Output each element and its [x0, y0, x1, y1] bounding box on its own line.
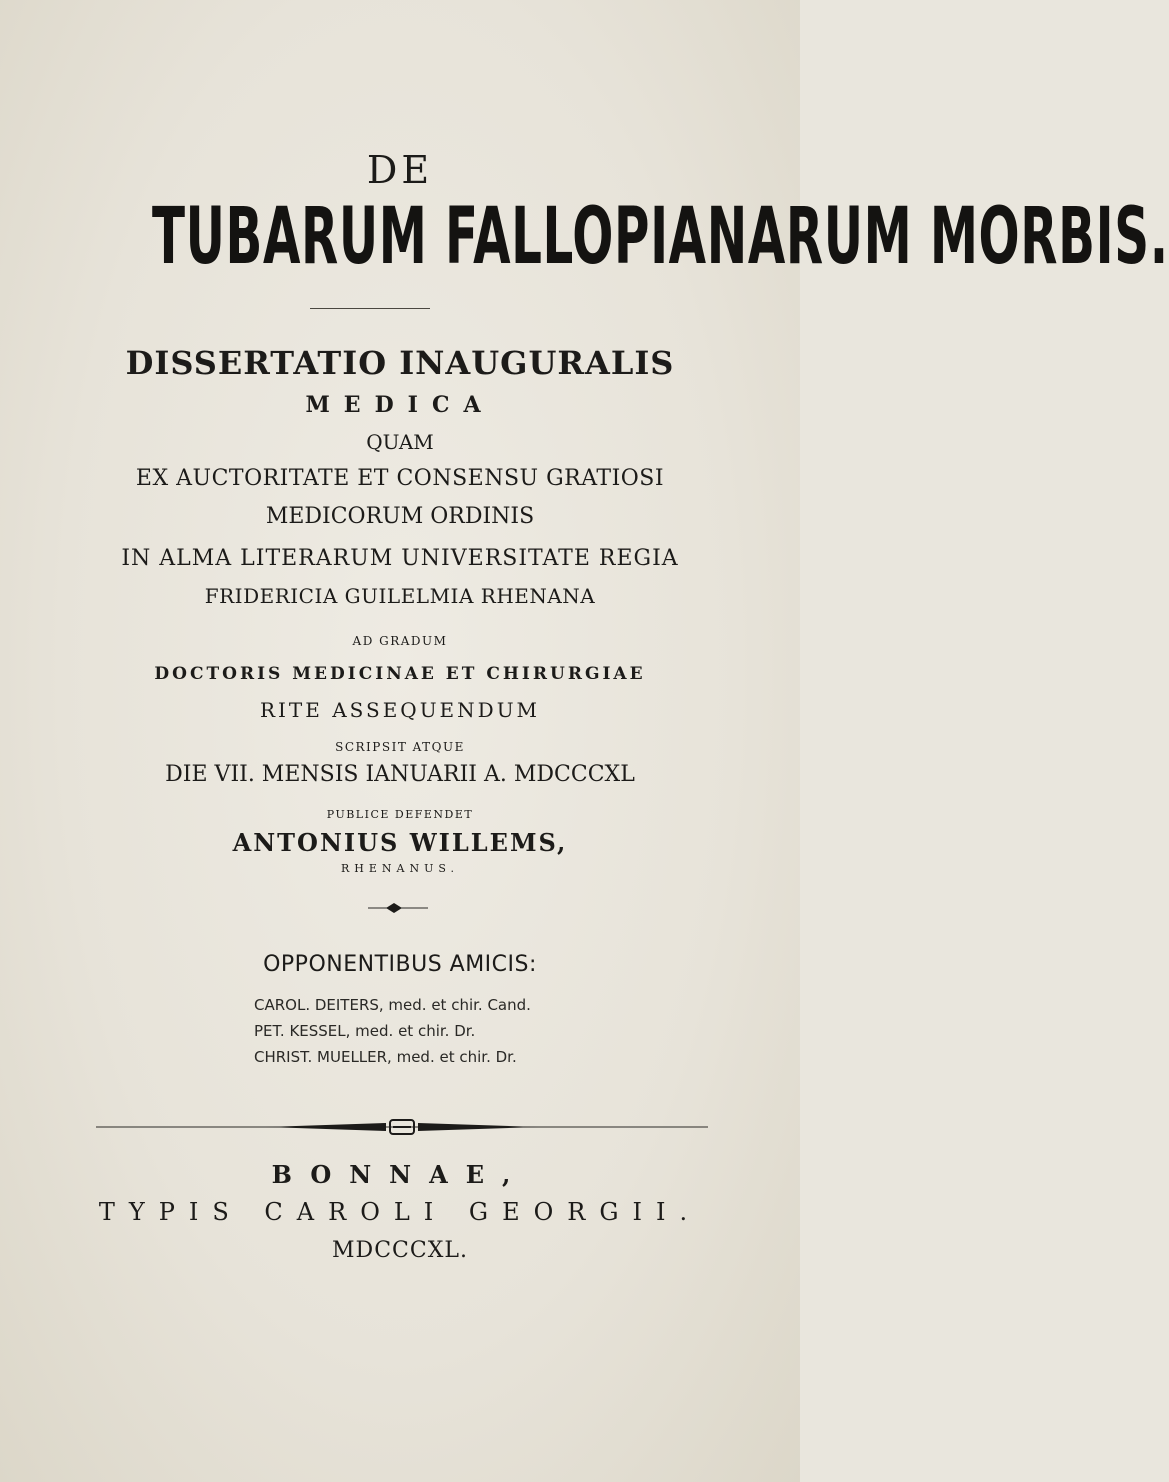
- opponents-heading: OPPONENTIBUS AMICIS:: [263, 952, 537, 977]
- university-line-1: IN ALMA LITERARUM UNIVERSITATE REGIA: [121, 546, 679, 571]
- divider-rule: [310, 308, 430, 309]
- rite-text: RITE ASSEQUENDUM: [259, 698, 541, 722]
- ad-gradum-text: AD GRADUM: [352, 634, 448, 648]
- university-line-2: FRIDERICIA GUILELMIA RHENANA: [204, 584, 596, 608]
- imprint-year: MDCCCXL.: [332, 1238, 468, 1263]
- title-prefix: DE: [366, 148, 434, 192]
- defense-date: DIE VII. MENSIS IANUARII A. MDCCCXL: [165, 762, 635, 787]
- author-name: ANTONIUS WILLEMS,: [232, 828, 568, 857]
- author-origin: RHENANUS.: [340, 862, 459, 875]
- opponent-item: PET. KESSEL, med. et chir. Dr.: [254, 1022, 476, 1040]
- quam-text: QUAM: [366, 430, 434, 454]
- publice-text: PUBLICE DEFENDET: [326, 808, 474, 821]
- opponents-list: [254, 992, 754, 1070]
- imprint-printer: TYPIS CAROLI GEORGII.: [98, 1198, 702, 1226]
- main-title: TUBARUM FALLOPIANARUM MORBIS.: [152, 192, 1169, 282]
- imprint-city: BONNAE,: [271, 1160, 529, 1189]
- scripsit-text: SCRIPSIT ATQUE: [335, 740, 465, 754]
- dissertation-heading: DISSERTATIO INAUGURALIS: [125, 344, 675, 382]
- dissertation-subheading: MEDICA: [305, 392, 495, 418]
- ornament-rule: [96, 1116, 708, 1138]
- opponent-item: CHRIST. MUELLER, med. et chir. Dr.: [254, 1048, 517, 1066]
- opponent-item: CAROL. DEITERS, med. et chir. Cand.: [254, 996, 531, 1014]
- degree-text: DOCTORIS MEDICINAE ET CHIRURGIAE: [154, 664, 646, 684]
- authority-line-2: MEDICORUM ORDINIS: [265, 504, 535, 529]
- ornament-small: [368, 902, 428, 914]
- authority-line-1: EX AUCTORITATE ET CONSENSU GRATIOSI: [135, 466, 665, 491]
